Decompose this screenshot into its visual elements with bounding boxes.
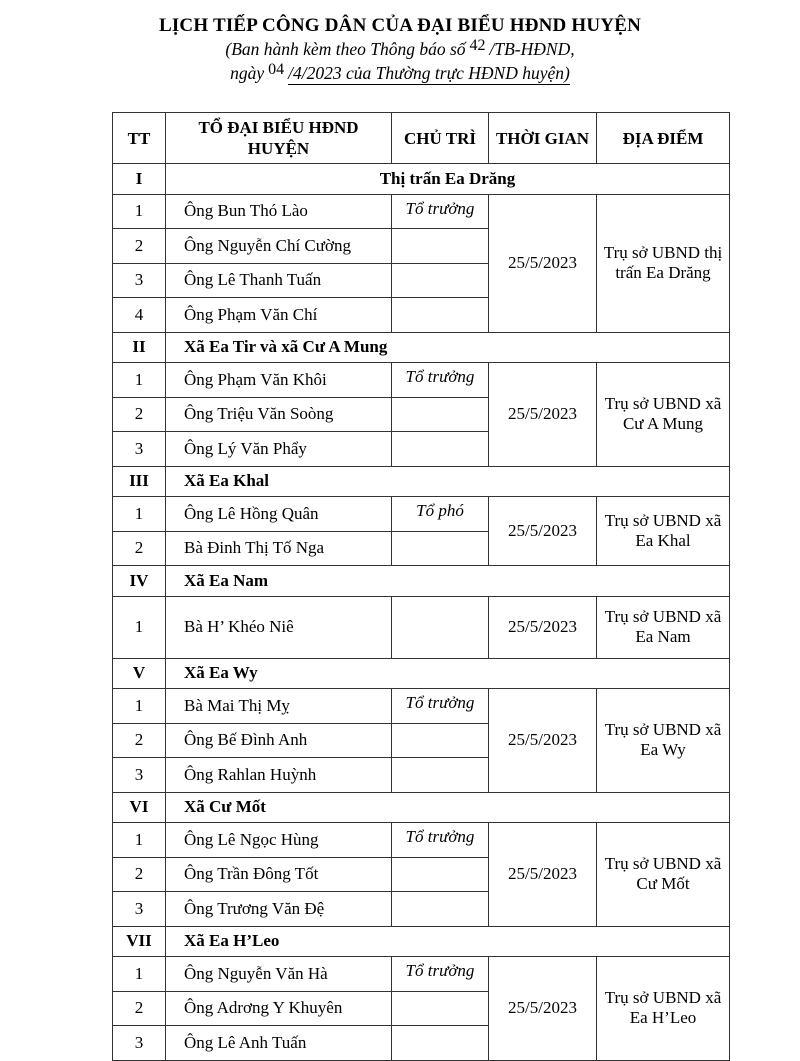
member-role: Tổ trưởng — [392, 689, 489, 724]
group-name: Thị trấn Ea Drăng — [166, 164, 730, 195]
schedule-table — [112, 112, 730, 1061]
member-number: 3 — [113, 263, 166, 298]
document-header — [0, 14, 800, 86]
column-header-tt: TT — [113, 113, 166, 164]
column-header-group: TỔ ĐẠI BIỂU HĐND HUYỆN — [166, 113, 392, 164]
meeting-location: Trụ sở UBND xã Ea Wy — [597, 689, 730, 793]
member-role — [392, 229, 489, 264]
member-number: 1 — [113, 957, 166, 992]
group-row — [113, 332, 730, 363]
group-name: Xã Ea Tir và xã Cư A Mung — [166, 332, 730, 363]
member-row — [113, 596, 730, 658]
member-number: 3 — [113, 758, 166, 793]
meeting-location: Trụ sở UBND xã Ea H’Leo — [597, 957, 730, 1061]
member-role — [392, 298, 489, 333]
group-row — [113, 792, 730, 823]
column-header-time: THỜI GIAN — [489, 113, 597, 164]
member-number: 3 — [113, 892, 166, 927]
member-number: 1 — [113, 596, 166, 658]
member-role: Tổ trưởng — [392, 823, 489, 858]
meeting-location: Trụ sở UBND thị trấn Ea Drăng — [597, 194, 730, 332]
schedule-body — [113, 164, 730, 1061]
member-number: 1 — [113, 823, 166, 858]
meeting-location: Trụ sở UBND xã Cư A Mung — [597, 363, 730, 467]
group-number: I — [113, 164, 166, 195]
group-name: Xã Ea Khal — [166, 466, 730, 497]
member-role: Tổ phó — [392, 497, 489, 532]
member-number: 2 — [113, 531, 166, 566]
member-role — [392, 892, 489, 927]
group-number: II — [113, 332, 166, 363]
group-row — [113, 466, 730, 497]
member-number: 4 — [113, 298, 166, 333]
meeting-location: Trụ sở UBND xã Ea Nam — [597, 596, 730, 658]
member-role — [392, 531, 489, 566]
member-number: 2 — [113, 397, 166, 432]
document-title: LỊCH TIẾP CÔNG DÂN CỦA ĐẠI BIỂU HĐND HUYỆN — [158, 15, 642, 36]
group-number: V — [113, 658, 166, 689]
notice-number: 42 — [469, 37, 486, 54]
member-number: 1 — [113, 497, 166, 532]
member-name: Ông Lê Hồng Quân — [166, 497, 392, 532]
column-header-chair: CHỦ TRÌ — [392, 113, 489, 164]
member-name: Ông Nguyễn Văn Hà — [166, 957, 392, 992]
notice-day: 04 — [268, 61, 285, 78]
member-number: 2 — [113, 229, 166, 264]
member-role — [392, 1026, 489, 1061]
member-row — [113, 497, 730, 532]
date-prefix: ngày — [230, 63, 265, 83]
member-name: Ông Trương Văn Đệ — [166, 892, 392, 927]
meeting-time: 25/5/2023 — [489, 497, 597, 566]
member-role: Tổ trưởng — [392, 957, 489, 992]
member-name: Ông Lê Anh Tuấn — [166, 1026, 392, 1061]
member-number: 1 — [113, 194, 166, 229]
group-name: Xã Ea Nam — [166, 566, 730, 597]
member-name: Ông Rahlan Huỳnh — [166, 758, 392, 793]
issuance-line-1 — [0, 38, 800, 62]
member-role — [392, 857, 489, 892]
member-name: Bà H’ Khéo Niê — [166, 596, 392, 658]
member-role — [392, 263, 489, 298]
issuance-line-2 — [0, 62, 800, 86]
member-name: Bà Đinh Thị Tố Nga — [166, 531, 392, 566]
member-name: Ông Adrơng Y Khuyên — [166, 991, 392, 1026]
meeting-time: 25/5/2023 — [489, 689, 597, 793]
member-role — [392, 432, 489, 467]
member-number: 2 — [113, 991, 166, 1026]
member-row — [113, 363, 730, 398]
member-name: Ông Bun Thó Lào — [166, 194, 392, 229]
member-role: Tổ trưởng — [392, 194, 489, 229]
member-role — [392, 723, 489, 758]
member-number: 2 — [113, 857, 166, 892]
member-role — [392, 758, 489, 793]
member-role — [392, 596, 489, 658]
group-number: VI — [113, 792, 166, 823]
meeting-location: Trụ sở UBND xã Cư Mốt — [597, 823, 730, 927]
group-row — [113, 658, 730, 689]
member-role — [392, 991, 489, 1026]
member-role: Tổ trưởng — [392, 363, 489, 398]
member-name: Ông Bế Đình Anh — [166, 723, 392, 758]
member-name: Ông Phạm Văn Chí — [166, 298, 392, 333]
member-name: Ông Nguyễn Chí Cường — [166, 229, 392, 264]
member-name: Bà Mai Thị Mỵ — [166, 689, 392, 724]
group-name: Xã Ea H’Leo — [166, 926, 730, 957]
member-number: 3 — [113, 1026, 166, 1061]
meeting-time: 25/5/2023 — [489, 957, 597, 1061]
group-row — [113, 566, 730, 597]
meeting-time: 25/5/2023 — [489, 194, 597, 332]
issuance-suffix: /TB-HĐND, — [489, 39, 575, 59]
group-number: III — [113, 466, 166, 497]
member-number: 2 — [113, 723, 166, 758]
member-row — [113, 823, 730, 858]
group-name: Xã Cư Mốt — [166, 792, 730, 823]
group-number: VII — [113, 926, 166, 957]
group-name: Xã Ea Wy — [166, 658, 730, 689]
member-name: Ông Triệu Văn Soòng — [166, 397, 392, 432]
meeting-time: 25/5/2023 — [489, 596, 597, 658]
member-name: Ông Trần Đông Tốt — [166, 857, 392, 892]
member-number: 1 — [113, 363, 166, 398]
member-role — [392, 397, 489, 432]
member-row — [113, 957, 730, 992]
date-suffix: /4/2023 của Thường trực HĐND huyện) — [288, 63, 570, 83]
group-row — [113, 164, 730, 195]
member-name: Ông Phạm Văn Khôi — [166, 363, 392, 398]
group-number: IV — [113, 566, 166, 597]
meeting-time: 25/5/2023 — [489, 363, 597, 467]
member-number: 3 — [113, 432, 166, 467]
member-row — [113, 689, 730, 724]
member-name: Ông Lý Văn Phẩy — [166, 432, 392, 467]
meeting-time: 25/5/2023 — [489, 823, 597, 927]
meeting-location: Trụ sở UBND xã Ea Khal — [597, 497, 730, 566]
column-header-location: ĐỊA ĐIỂM — [597, 113, 730, 164]
issuance-prefix: (Ban hành kèm theo Thông báo số — [225, 39, 466, 59]
member-number: 1 — [113, 689, 166, 724]
member-name: Ông Lê Ngọc Hùng — [166, 823, 392, 858]
group-row — [113, 926, 730, 957]
member-name: Ông Lê Thanh Tuấn — [166, 263, 392, 298]
member-row — [113, 194, 730, 229]
table-header-row — [113, 113, 730, 164]
